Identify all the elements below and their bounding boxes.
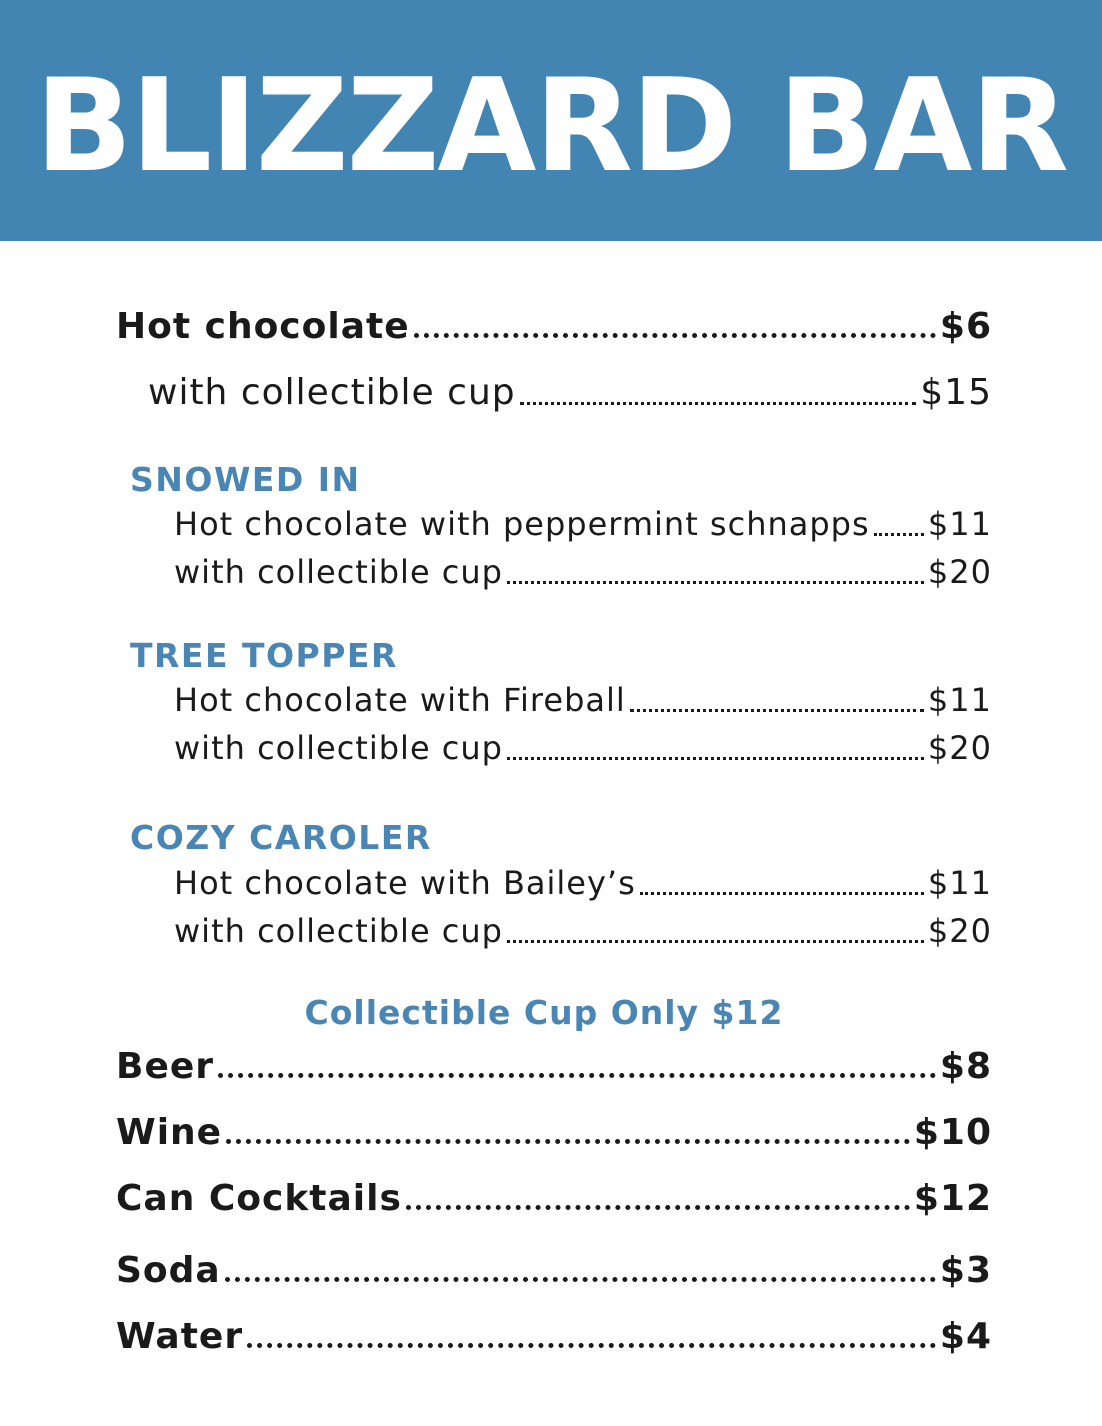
item-price: $6 (939, 306, 992, 347)
item-price: $20 (927, 553, 992, 591)
dot-leader (226, 1139, 910, 1144)
menu-item-hot-chocolate-cup (148, 372, 992, 413)
item-label: Water (116, 1316, 244, 1357)
menu-item-can-cocktails (116, 1178, 992, 1219)
item-price: $11 (927, 505, 992, 543)
dot-leader (507, 581, 924, 584)
menu-item-hot-chocolate (116, 306, 992, 347)
menu-item-tree-topper-cup (174, 729, 992, 767)
item-price: $4 (939, 1316, 992, 1357)
item-price: $20 (927, 912, 992, 950)
collectible-cup-only: Collectible Cup Only $12 (304, 993, 784, 1032)
menu-item-wine (116, 1112, 992, 1153)
dot-leader (247, 1343, 936, 1348)
item-price: $11 (927, 864, 992, 902)
item-label: with collectible cup (174, 729, 503, 767)
item-label: Can Cocktails (116, 1178, 402, 1219)
item-label: Soda (116, 1250, 221, 1291)
section-heading-snowed-in: SNOWED IN (130, 460, 361, 499)
menu-item-snowed-in-cup (174, 553, 992, 591)
dot-leader (640, 892, 924, 895)
item-price: $15 (920, 372, 992, 413)
item-price: $8 (939, 1046, 992, 1087)
item-price: $12 (913, 1178, 992, 1219)
menu-title: BLIZZARD BAR (35, 51, 1067, 201)
item-price: $11 (927, 681, 992, 719)
item-label: with collectible cup (174, 553, 503, 591)
menu-item-tree-topper (174, 681, 992, 719)
item-label: Wine (116, 1112, 223, 1153)
item-price: $10 (913, 1112, 992, 1153)
dot-leader (225, 1277, 936, 1282)
item-label: with collectible cup (148, 372, 516, 413)
section-heading-cozy-caroler: COZY CAROLER (130, 818, 432, 857)
dot-leader (507, 940, 924, 943)
item-label: Hot chocolate with Fireball (174, 681, 626, 719)
menu-item-cozy-caroler-cup (174, 912, 992, 950)
dot-leader (406, 1205, 910, 1210)
menu-item-cozy-caroler (174, 864, 992, 902)
menu-item-water (116, 1316, 992, 1357)
menu-item-soda (116, 1250, 992, 1291)
menu-item-beer (116, 1046, 992, 1087)
item-price: $3 (939, 1250, 992, 1291)
title-banner (0, 0, 1102, 241)
dot-leader (874, 533, 924, 536)
dot-leader (507, 757, 924, 760)
dot-leader (520, 402, 917, 405)
dot-leader (414, 333, 936, 338)
item-label: Hot chocolate (116, 306, 410, 347)
item-label: with collectible cup (174, 912, 503, 950)
item-label: Hot chocolate with peppermint schnapps (174, 505, 870, 543)
section-heading-tree-topper: TREE TOPPER (130, 636, 398, 675)
item-label: Beer (116, 1046, 215, 1087)
menu-item-snowed-in (174, 505, 992, 543)
item-price: $20 (927, 729, 992, 767)
dot-leader (218, 1073, 936, 1078)
item-label: Hot chocolate with Bailey’s (174, 864, 636, 902)
dot-leader (630, 709, 924, 712)
